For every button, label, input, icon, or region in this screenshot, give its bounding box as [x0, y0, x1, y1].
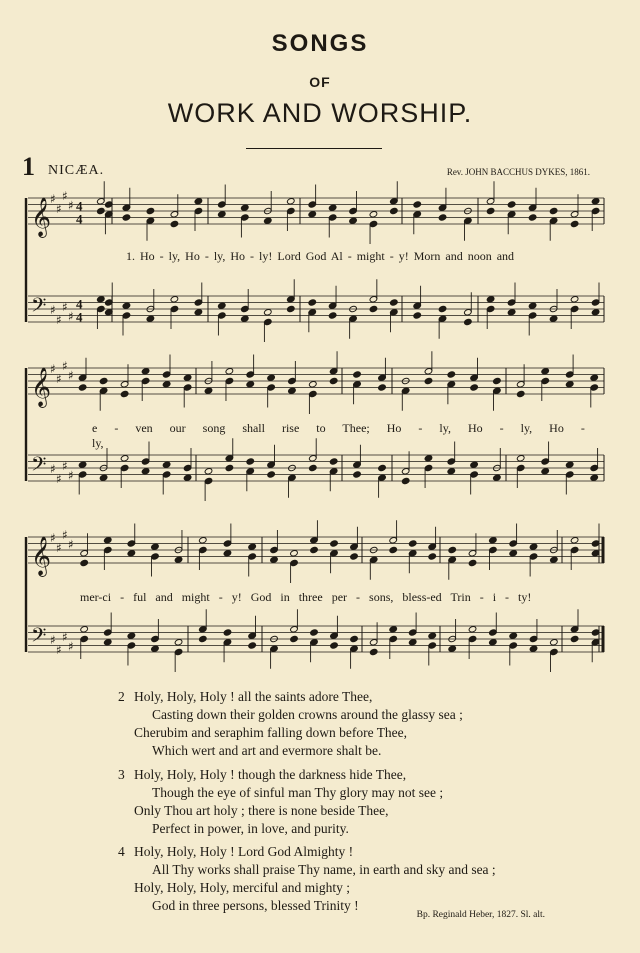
notehead: [204, 468, 213, 475]
notehead: [127, 632, 136, 639]
notehead: [127, 550, 136, 557]
notehead: [550, 639, 559, 646]
verse-line: Holy, Holy, Holy ! all the saints adore Thee,: [134, 689, 373, 704]
notehead: [218, 211, 227, 218]
notehead: [99, 377, 108, 384]
notehead: [486, 296, 495, 303]
notehead: [350, 553, 359, 560]
bass-clef-icon: 𝄢: [31, 293, 47, 322]
sharp-icon: ♯: [62, 188, 68, 203]
verse-line: Which wert and art and evermore shalt be.: [152, 743, 382, 758]
verse-line: Holy, Holy, Holy ! though the darkness hide Thee,: [134, 767, 407, 782]
sharp-icon: ♯: [50, 531, 56, 545]
notehead: [264, 217, 273, 224]
notehead: [428, 632, 437, 639]
composer-credit: Rev. JOHN BACCHUS DYKES, 1861.: [446, 167, 590, 177]
bass-clef-icon: 𝄢: [31, 452, 47, 481]
sharp-icon: ♯: [62, 527, 68, 542]
notehead: [199, 635, 208, 642]
bass-clef-icon: 𝄢: [31, 623, 47, 652]
notehead: [241, 315, 250, 322]
notehead: [489, 639, 498, 646]
notehead: [493, 377, 502, 384]
notehead: [99, 474, 108, 481]
notehead: [78, 461, 87, 468]
page-title-connector: OF: [309, 74, 331, 90]
notehead: [413, 201, 422, 208]
notehead: [328, 204, 337, 211]
lyric-line-2: e - ven our song shall rise to Thee; Ho - ly, Ho - ly, Ho - ly,: [92, 421, 585, 450]
notehead: [390, 207, 399, 214]
sharp-icon: ♯: [62, 299, 68, 314]
sharp-icon: ♯: [56, 642, 62, 657]
notehead: [565, 381, 574, 388]
notehead: [170, 220, 179, 227]
sharp-icon: ♯: [68, 368, 74, 383]
notehead: [353, 371, 362, 378]
notehead: [350, 635, 359, 642]
notehead: [194, 309, 203, 316]
notehead: [529, 543, 538, 550]
notehead: [369, 305, 378, 312]
sharp-icon: ♯: [50, 462, 56, 476]
sharp-icon: ♯: [68, 468, 74, 483]
lyric-line-1: 1. Ho - ly, Ho - ly, Ho - ly! Lord God Al - might - y! Morn and noon and: [125, 249, 515, 263]
notehead: [170, 296, 179, 303]
notehead: [516, 455, 525, 462]
notehead: [428, 553, 437, 560]
sharp-icon: ♯: [56, 471, 62, 486]
verse-line: Holy, Holy, Holy, merciful and mighty ;: [134, 880, 350, 895]
sharp-icon: ♯: [68, 198, 74, 213]
verse-number: 2: [118, 689, 125, 704]
notehead: [529, 645, 538, 652]
notehead: [310, 546, 319, 553]
notehead: [401, 477, 410, 484]
notehead: [590, 374, 599, 381]
notehead: [378, 464, 387, 471]
notehead: [549, 315, 558, 322]
notehead: [389, 546, 398, 553]
notehead: [570, 220, 579, 227]
notehead: [287, 305, 296, 312]
notehead: [369, 648, 378, 655]
notehead: [174, 639, 183, 646]
sharp-icon: ♯: [50, 633, 56, 647]
notehead: [270, 556, 279, 563]
notehead: [223, 550, 232, 557]
notehead: [528, 214, 537, 221]
sharp-icon: ♯: [50, 362, 56, 376]
notehead: [103, 639, 112, 646]
lyric-line-3: mer-ci - ful and might - y! God in three per - sons, bless-ed Trin - i - ty!: [80, 590, 532, 604]
sharp-icon: ♯: [56, 312, 62, 327]
verse-line: Cherubim and seraphim falling down before Thee,: [134, 725, 408, 740]
notehead: [541, 468, 550, 475]
notehead: [389, 626, 398, 633]
notehead: [246, 381, 255, 388]
notehead: [507, 201, 516, 208]
notehead: [223, 629, 232, 636]
notehead: [287, 198, 296, 205]
notehead: [248, 642, 257, 649]
notehead: [122, 302, 131, 309]
notehead: [97, 207, 106, 214]
notehead: [470, 461, 479, 468]
notehead: [424, 377, 433, 384]
notehead: [183, 374, 192, 381]
notehead: [80, 559, 89, 566]
notehead: [438, 214, 447, 221]
sharp-icon: ♯: [68, 537, 74, 552]
notehead: [570, 635, 579, 642]
notehead: [448, 645, 457, 652]
sharp-icon: ♯: [56, 201, 62, 216]
notehead: [464, 318, 473, 325]
tune-name: NICÆA.: [48, 163, 105, 178]
notehead: [447, 371, 456, 378]
notehead: [330, 642, 339, 649]
page-title: SONGS: [271, 30, 369, 57]
notehead: [528, 302, 537, 309]
notehead: [241, 204, 250, 211]
notehead: [199, 537, 208, 544]
notehead: [390, 299, 399, 306]
verse-line: Though the eye of sinful man Thy glory may not see ;: [152, 785, 444, 800]
notehead: [349, 217, 358, 224]
notehead: [329, 377, 338, 384]
verse-number: 3: [118, 767, 125, 782]
notehead: [80, 626, 89, 633]
sharp-icon: ♯: [56, 540, 62, 555]
notehead: [591, 309, 600, 316]
verse-line: All Thy works shall praise Thy name, in earth and sky and sea ;: [152, 862, 496, 877]
notehead: [162, 381, 171, 388]
notehead: [162, 461, 171, 468]
notehead: [541, 368, 550, 375]
verse-line: Holy, Holy, Holy ! Lord God Almighty !: [134, 844, 354, 859]
notehead: [218, 302, 227, 309]
notehead: [424, 455, 433, 462]
notehead: [353, 471, 362, 478]
verse-line: Perfect in power, in love, and purity.: [152, 821, 349, 836]
notehead: [246, 458, 255, 465]
time-signature: 4: [76, 309, 83, 325]
lyricist-credit: Bp. Reginald Heber, 1827. Sl. alt.: [416, 910, 545, 920]
notehead: [378, 384, 387, 391]
notehead: [448, 546, 457, 553]
notehead: [288, 387, 297, 394]
sharp-icon: ♯: [62, 458, 68, 473]
notehead: [590, 474, 599, 481]
notehead: [486, 207, 495, 214]
notehead: [550, 556, 559, 563]
verse-number: 4: [118, 844, 125, 859]
sharp-icon: ♯: [68, 309, 74, 324]
notehead: [328, 312, 337, 319]
notehead: [489, 537, 498, 544]
notehead: [516, 390, 525, 397]
notehead: [310, 629, 319, 636]
notehead: [290, 635, 299, 642]
sharp-icon: ♯: [50, 192, 56, 206]
notehead: [570, 296, 579, 303]
notehead: [509, 632, 518, 639]
notehead: [591, 198, 600, 205]
notehead: [183, 474, 192, 481]
treble-clef-icon: 𝄞: [31, 197, 52, 237]
notehead: [194, 198, 203, 205]
verse-line: Only Thou art holy ; there is none beside Thee,: [134, 803, 389, 818]
sharp-icon: ♯: [56, 371, 62, 386]
notehead: [570, 537, 579, 544]
notehead: [468, 626, 477, 633]
time-signature: 4: [76, 211, 83, 227]
notehead: [507, 309, 516, 316]
notehead: [141, 468, 150, 475]
notehead: [146, 315, 155, 322]
notehead: [493, 474, 502, 481]
notehead: [103, 537, 112, 544]
treble-clef-icon: 𝄞: [31, 536, 52, 576]
notehead: [468, 559, 477, 566]
notehead: [146, 207, 155, 214]
notehead: [408, 639, 417, 646]
notehead: [309, 464, 318, 471]
notehead: [225, 368, 234, 375]
notehead: [267, 374, 276, 381]
notehead: [329, 458, 338, 465]
time-signature: 4: [76, 296, 83, 312]
notehead: [308, 211, 317, 218]
notehead: [141, 368, 150, 375]
notehead: [120, 390, 129, 397]
notehead: [122, 214, 131, 221]
treble-clef-icon: 𝄞: [31, 367, 52, 407]
notehead: [97, 296, 106, 303]
sharp-icon: ♯: [50, 303, 56, 317]
notehead: [248, 543, 257, 550]
notehead: [447, 468, 456, 475]
notehead: [308, 299, 317, 306]
notehead: [204, 387, 213, 394]
notehead: [470, 384, 479, 391]
notehead: [549, 207, 558, 214]
notehead: [438, 305, 447, 312]
notehead: [174, 556, 183, 563]
notehead: [565, 461, 574, 468]
notehead: [78, 384, 87, 391]
hymn-number: 1: [22, 152, 35, 181]
notehead: [151, 543, 160, 550]
time-signature: 4: [76, 198, 83, 214]
notehead: [309, 381, 318, 388]
sharp-icon: ♯: [62, 358, 68, 373]
verse-line: God in three persons, blessed Trinity !: [152, 898, 359, 913]
page-subtitle: WORK AND WORSHIP.: [167, 98, 473, 128]
notehead: [290, 550, 299, 557]
notehead: [120, 455, 129, 462]
notehead: [413, 312, 422, 319]
notehead: [225, 464, 234, 471]
notehead: [267, 471, 276, 478]
notehead: [369, 211, 378, 218]
notehead: [151, 645, 160, 652]
notehead: [330, 540, 339, 547]
notehead: [509, 550, 518, 557]
notehead: [408, 540, 417, 547]
sharp-icon: ♯: [62, 629, 68, 644]
notehead: [264, 309, 273, 316]
verse-line: Casting down their golden crowns around the glassy sea ;: [152, 707, 463, 722]
sharp-icon: ♯: [68, 639, 74, 654]
